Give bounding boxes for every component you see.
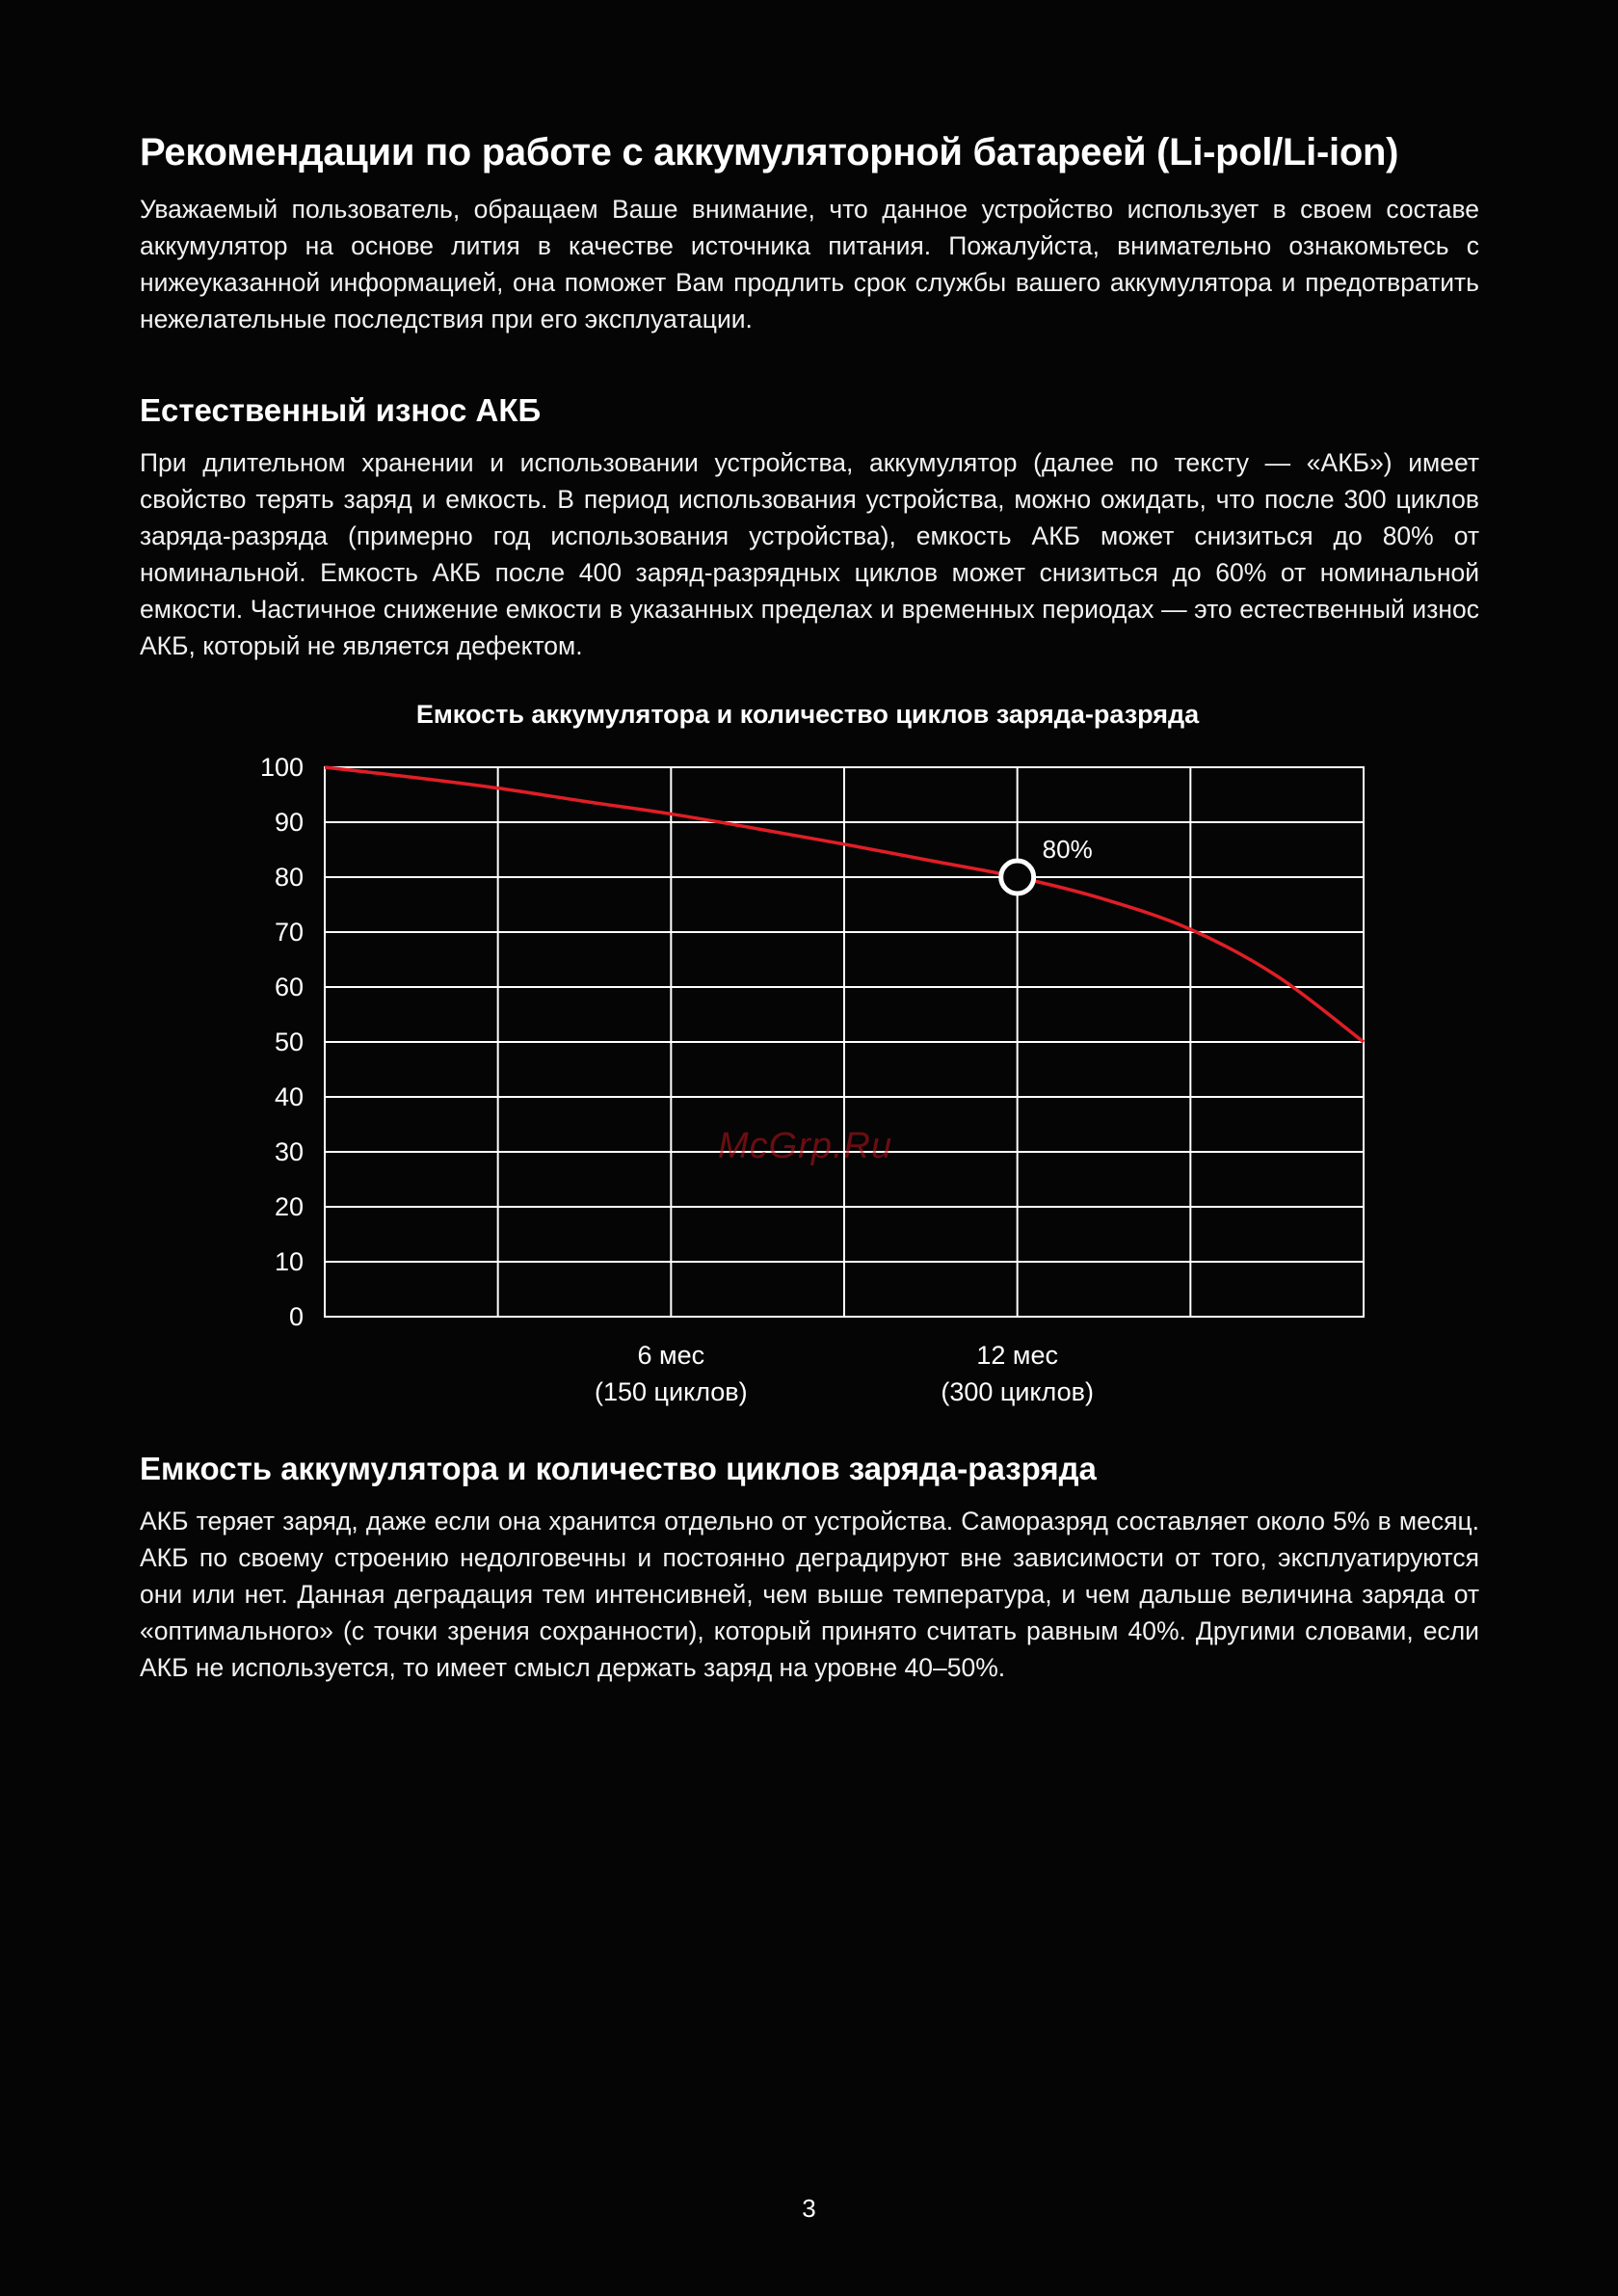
intro-paragraph: Уважаемый пользователь, обращаем Ваше внимание, что данное устройство использует в своем составе аккумулятор на основе лития в качестве источника питания. Пожалуйста, внимательно ознакомьтесь с нижеуказанной информацией, она поможет Вам продлить срок службы вашего аккумулятора и предотвратить нежелательные последствия при его эксплуатации. (140, 195, 1479, 334)
x-tick-label: 12 мес (976, 1341, 1058, 1370)
x-tick-sublabel: (300 циклов) (941, 1377, 1094, 1406)
y-tick-label: 40 (274, 1082, 304, 1111)
page-number: 3 (802, 2194, 816, 2223)
section-heading-capacity: Емкость аккумулятора и количество циклов заряда-разряда (140, 1451, 1097, 1486)
wear-paragraph: При длительном хранении и использовании устройства, аккумулятор (далее по тексту — «АКБ») имеет свойство терять заряд и емкость. В период использования устройства, можно ожидать, что после 300 циклов заряда-разряда (примерно год использования устройства), емкость АКБ может снизиться до 80% от номинальной. Емкость АКБ после 400 заряд-разрядных циклов может снизиться до 60% от номинальной емкости. Частичное снижение емкости в указанных пределах и временных периодах — это естественный износ АКБ, который не является дефектом. (140, 448, 1479, 660)
capacity-chart (0, 694, 1618, 1412)
watermark-text: McGrp.Ru (718, 1126, 893, 1166)
section-heading-wear: Естественный износ АКБ (140, 392, 542, 428)
point-annotation-label: 80% (1042, 835, 1093, 864)
y-tick-label: 100 (259, 753, 304, 782)
y-tick-label: 80 (274, 863, 304, 892)
y-tick-label: 20 (274, 1192, 304, 1221)
y-tick-label: 50 (274, 1028, 304, 1056)
capacity-paragraph: АКБ теряет заряд, даже если она хранится отдельно от устройства. Саморазряд составляет около 5% в месяц. АКБ по своему строению недолговечны и постоянно деградируют вне зависимости от того, эксплуатируются они или нет. Данная деградация тем интенсивней, чем выше температура, и чем дальше величина заряда от «оптимального» (с точки зрения сохранности), который принято считать равным 40%. Другими словами, если АКБ не используется, то имеет смысл держать заряд на уровне 40–50%. (140, 1507, 1479, 1682)
x-tick-label: 6 мес (637, 1341, 705, 1370)
highlight-point-marker (1001, 861, 1034, 894)
x-tick-sublabel: (150 циклов) (595, 1377, 748, 1406)
y-tick-label: 60 (274, 973, 304, 1001)
y-tick-label: 30 (274, 1137, 304, 1166)
y-tick-label: 10 (274, 1247, 304, 1276)
y-tick-label: 90 (274, 808, 304, 837)
y-tick-label: 0 (288, 1302, 304, 1331)
chart-title: Емкость аккумулятора и количество циклов заряда-разряда (415, 700, 1200, 729)
page-title: Рекомендации по работе с аккумуляторной батареей (Li-pol/Li-ion) (140, 131, 1399, 174)
y-tick-label: 70 (274, 918, 304, 947)
